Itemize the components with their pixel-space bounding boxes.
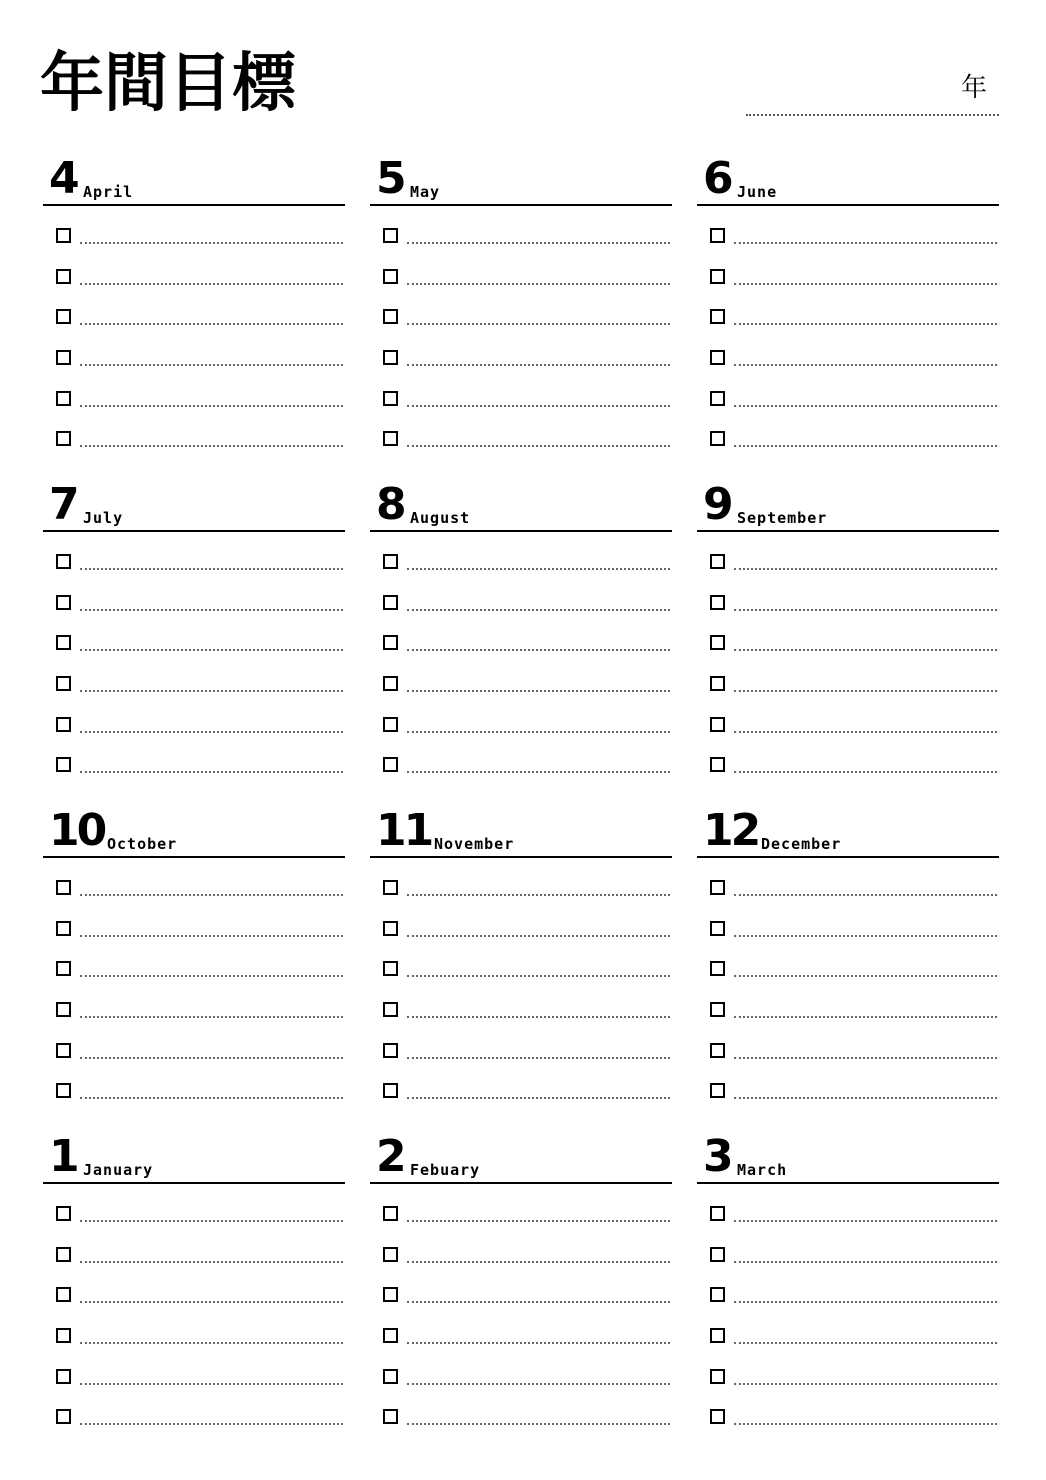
goal-row — [697, 695, 999, 736]
goal-write-line[interactable] — [734, 364, 997, 366]
month-block — [370, 150, 672, 450]
goal-checkbox[interactable] — [383, 1287, 398, 1302]
goal-write-line[interactable] — [80, 609, 343, 611]
goal-write-line[interactable] — [80, 1301, 343, 1303]
month-header — [697, 150, 999, 206]
month-block — [370, 1128, 672, 1428]
goal-write-line[interactable] — [734, 323, 997, 325]
goal-checkbox[interactable] — [383, 961, 398, 976]
goal-write-line[interactable] — [80, 1097, 343, 1099]
goal-checkbox[interactable] — [56, 1206, 71, 1221]
month-number: 8 — [376, 479, 404, 530]
goal-list — [697, 206, 999, 450]
month-block — [43, 150, 345, 450]
month-header — [370, 476, 672, 532]
goal-checkbox[interactable] — [56, 269, 71, 284]
goal-row — [697, 247, 999, 288]
goal-write-line[interactable] — [407, 364, 670, 366]
goal-checkbox[interactable] — [710, 350, 725, 365]
goal-row — [43, 1021, 345, 1062]
goal-row — [370, 735, 672, 776]
goal-row — [43, 369, 345, 410]
goal-write-line[interactable] — [734, 771, 997, 773]
year-suffix-label: 年 — [960, 73, 987, 103]
goal-checkbox[interactable] — [56, 554, 71, 569]
goal-checkbox[interactable] — [56, 1287, 71, 1302]
goal-write-line[interactable] — [80, 568, 343, 570]
month-number: 2 — [376, 1131, 404, 1182]
goal-write-line[interactable] — [407, 1301, 670, 1303]
month-header — [370, 802, 672, 858]
month-header — [370, 150, 672, 206]
goal-write-line[interactable] — [734, 1423, 997, 1425]
month-name: May — [410, 183, 441, 201]
goal-list — [370, 532, 672, 776]
goal-write-line[interactable] — [80, 690, 343, 692]
month-name: December — [761, 835, 842, 853]
month-block — [697, 476, 999, 776]
goal-write-line[interactable] — [407, 445, 670, 447]
goal-write-line[interactable] — [734, 445, 997, 447]
goal-row — [697, 1306, 999, 1347]
month-number: 4 — [49, 153, 77, 204]
goal-row — [43, 573, 345, 614]
goal-checkbox[interactable] — [56, 635, 71, 650]
goal-checkbox[interactable] — [56, 676, 71, 691]
goal-row — [697, 206, 999, 247]
month-header — [43, 1128, 345, 1184]
month-block — [370, 476, 672, 776]
goal-row — [697, 1061, 999, 1102]
goal-row — [697, 613, 999, 654]
goal-list — [370, 206, 672, 450]
page-title: 年間目標 — [40, 47, 296, 121]
goal-write-line[interactable] — [407, 1342, 670, 1344]
goal-list — [43, 858, 345, 1102]
goal-row — [43, 409, 345, 450]
goal-row — [43, 247, 345, 288]
goal-row — [697, 980, 999, 1021]
goal-row — [697, 328, 999, 369]
goal-row — [43, 939, 345, 980]
goal-checkbox[interactable] — [383, 1247, 398, 1262]
goal-checkbox[interactable] — [383, 757, 398, 772]
goal-row — [43, 735, 345, 776]
goal-write-line[interactable] — [407, 1220, 670, 1222]
goal-write-line[interactable] — [407, 649, 670, 651]
goal-row — [697, 1347, 999, 1388]
goal-checkbox[interactable] — [56, 880, 71, 895]
goal-row — [370, 573, 672, 614]
goal-row — [370, 1387, 672, 1428]
goal-write-line[interactable] — [407, 1383, 670, 1385]
goal-checkbox[interactable] — [710, 1043, 725, 1058]
goal-write-line[interactable] — [407, 771, 670, 773]
month-number: 5 — [376, 153, 404, 204]
month-block — [43, 802, 345, 1102]
goal-row — [697, 1265, 999, 1306]
goal-write-line[interactable] — [407, 242, 670, 244]
goal-checkbox[interactable] — [383, 1369, 398, 1384]
month-number: 11 — [376, 805, 432, 856]
goal-checkbox[interactable] — [710, 921, 725, 936]
goal-write-line[interactable] — [734, 609, 997, 611]
goal-row — [697, 532, 999, 573]
goal-write-line[interactable] — [734, 894, 997, 896]
goal-checkbox[interactable] — [56, 431, 71, 446]
goal-write-line[interactable] — [80, 731, 343, 733]
goal-row — [43, 1265, 345, 1306]
goal-write-line[interactable] — [80, 975, 343, 977]
goal-row — [697, 654, 999, 695]
goal-checkbox[interactable] — [56, 757, 71, 772]
goal-row — [697, 939, 999, 980]
goal-checkbox[interactable] — [710, 1002, 725, 1017]
goal-write-line[interactable] — [80, 894, 343, 896]
goal-write-line[interactable] — [407, 405, 670, 407]
goal-row — [697, 1387, 999, 1428]
goal-row — [43, 532, 345, 573]
goal-row — [43, 1347, 345, 1388]
goal-checkbox[interactable] — [710, 595, 725, 610]
month-name: Febuary — [410, 1161, 481, 1179]
goal-checkbox[interactable] — [710, 635, 725, 650]
goal-checkbox[interactable] — [383, 1002, 398, 1017]
goal-row — [370, 1225, 672, 1266]
goal-row — [370, 980, 672, 1021]
goal-write-line[interactable] — [734, 1261, 997, 1263]
goal-checkbox[interactable] — [710, 1247, 725, 1262]
goal-write-line[interactable] — [734, 283, 997, 285]
goal-checkbox[interactable] — [56, 228, 71, 243]
month-block — [697, 150, 999, 450]
goal-write-line[interactable] — [734, 731, 997, 733]
goal-write-line[interactable] — [80, 405, 343, 407]
goal-checkbox[interactable] — [710, 1287, 725, 1302]
goal-row — [697, 1225, 999, 1266]
goal-write-line[interactable] — [407, 1097, 670, 1099]
goal-write-line[interactable] — [80, 1383, 343, 1385]
goal-row — [697, 899, 999, 940]
goal-checkbox[interactable] — [710, 431, 725, 446]
goal-row — [370, 1184, 672, 1225]
goal-row — [370, 206, 672, 247]
goal-list — [43, 532, 345, 776]
goal-checkbox[interactable] — [383, 1083, 398, 1098]
goal-checkbox[interactable] — [710, 1409, 725, 1424]
month-number: 12 — [703, 805, 759, 856]
goal-checkbox[interactable] — [383, 921, 398, 936]
goal-row — [697, 369, 999, 410]
goal-write-line[interactable] — [80, 1016, 343, 1018]
goal-row — [43, 899, 345, 940]
goal-write-line[interactable] — [80, 283, 343, 285]
month-header — [43, 802, 345, 858]
goal-list — [43, 1184, 345, 1428]
goal-row — [43, 1184, 345, 1225]
goal-checkbox[interactable] — [710, 1369, 725, 1384]
goal-row — [370, 328, 672, 369]
goal-write-line[interactable] — [407, 690, 670, 692]
goal-row — [697, 1021, 999, 1062]
goal-checkbox[interactable] — [710, 757, 725, 772]
goal-write-line[interactable] — [407, 1057, 670, 1059]
goal-row — [370, 287, 672, 328]
goal-row — [697, 858, 999, 899]
goal-checkbox[interactable] — [710, 554, 725, 569]
goal-write-line[interactable] — [734, 568, 997, 570]
goal-row — [697, 735, 999, 776]
goal-checkbox[interactable] — [383, 1409, 398, 1424]
month-number: 3 — [703, 1131, 731, 1182]
goal-checkbox[interactable] — [710, 961, 725, 976]
goal-row — [43, 1061, 345, 1102]
goal-row — [43, 206, 345, 247]
goal-row — [370, 899, 672, 940]
goal-write-line[interactable] — [734, 975, 997, 977]
goal-list — [697, 1184, 999, 1428]
goal-list — [370, 858, 672, 1102]
goal-row — [370, 1021, 672, 1062]
goal-row — [43, 1306, 345, 1347]
goal-checkbox[interactable] — [56, 391, 71, 406]
month-block — [697, 802, 999, 1102]
goal-row — [370, 695, 672, 736]
goal-write-line[interactable] — [407, 568, 670, 570]
goal-checkbox[interactable] — [710, 391, 725, 406]
month-name: June — [737, 183, 778, 201]
goal-row — [697, 287, 999, 328]
goal-checkbox[interactable] — [710, 1328, 725, 1343]
goal-write-line[interactable] — [80, 1057, 343, 1059]
goal-write-line[interactable] — [734, 690, 997, 692]
month-name: March — [737, 1161, 788, 1179]
month-number: 7 — [49, 479, 77, 530]
goal-write-line[interactable] — [407, 1423, 670, 1425]
goal-write-line[interactable] — [407, 323, 670, 325]
goal-write-line[interactable] — [407, 731, 670, 733]
goal-list — [697, 858, 999, 1102]
goal-checkbox[interactable] — [383, 431, 398, 446]
goal-checkbox[interactable] — [383, 595, 398, 610]
goal-checkbox[interactable] — [56, 1409, 71, 1424]
goal-checkbox[interactable] — [56, 595, 71, 610]
month-block — [43, 476, 345, 776]
goal-row — [370, 654, 672, 695]
goal-checkbox[interactable] — [710, 676, 725, 691]
goal-write-line[interactable] — [734, 1057, 997, 1059]
goal-checkbox[interactable] — [383, 1328, 398, 1343]
goal-checkbox[interactable] — [710, 1206, 725, 1221]
goal-checkbox[interactable] — [56, 1083, 71, 1098]
goal-list — [697, 532, 999, 776]
month-header — [370, 1128, 672, 1184]
goal-checkbox[interactable] — [383, 391, 398, 406]
goal-row — [43, 695, 345, 736]
month-name: September — [737, 509, 828, 527]
goal-write-line[interactable] — [407, 894, 670, 896]
month-block — [43, 1128, 345, 1428]
goal-write-line[interactable] — [734, 1301, 997, 1303]
goal-row — [43, 613, 345, 654]
goal-write-line[interactable] — [734, 1220, 997, 1222]
goal-checkbox[interactable] — [383, 309, 398, 324]
month-header — [697, 1128, 999, 1184]
goal-write-line[interactable] — [80, 364, 343, 366]
goal-write-line[interactable] — [80, 445, 343, 447]
month-number: 9 — [703, 479, 731, 530]
goal-write-line[interactable] — [80, 649, 343, 651]
goal-write-line[interactable] — [734, 1097, 997, 1099]
goal-checkbox[interactable] — [56, 1043, 71, 1058]
goal-checkbox[interactable] — [383, 554, 398, 569]
goal-row — [43, 980, 345, 1021]
months-grid — [43, 150, 999, 1428]
month-block — [697, 1128, 999, 1428]
goal-write-line[interactable] — [734, 242, 997, 244]
goal-checkbox[interactable] — [383, 228, 398, 243]
goal-write-line[interactable] — [80, 323, 343, 325]
goal-row — [370, 409, 672, 450]
goal-row — [370, 1265, 672, 1306]
month-number: 6 — [703, 153, 731, 204]
goal-list — [43, 206, 345, 450]
goal-checkbox[interactable] — [56, 921, 71, 936]
goal-row — [370, 1061, 672, 1102]
goal-checkbox[interactable] — [710, 269, 725, 284]
month-name: November — [434, 835, 515, 853]
goal-row — [43, 328, 345, 369]
month-header — [43, 476, 345, 532]
goal-write-line[interactable] — [734, 1383, 997, 1385]
goal-row — [370, 939, 672, 980]
goal-row — [697, 409, 999, 450]
goal-checkbox[interactable] — [383, 269, 398, 284]
goal-checkbox[interactable] — [56, 309, 71, 324]
month-name: April — [83, 183, 134, 201]
goal-write-line[interactable] — [80, 1220, 343, 1222]
goal-checkbox[interactable] — [383, 717, 398, 732]
month-number: 1 — [49, 1131, 77, 1182]
month-name: January — [83, 1161, 154, 1179]
goal-write-line[interactable] — [734, 405, 997, 407]
goal-checkbox[interactable] — [710, 309, 725, 324]
goal-row — [370, 247, 672, 288]
year-input-field[interactable] — [746, 66, 999, 116]
goal-checkbox[interactable] — [383, 676, 398, 691]
goal-checkbox[interactable] — [56, 717, 71, 732]
goal-checkbox[interactable] — [56, 1002, 71, 1017]
goal-checkbox[interactable] — [56, 350, 71, 365]
goal-checkbox[interactable] — [710, 1083, 725, 1098]
goal-write-line[interactable] — [80, 1423, 343, 1425]
goal-row — [370, 532, 672, 573]
goal-write-line[interactable] — [80, 771, 343, 773]
month-header — [697, 476, 999, 532]
goal-write-line[interactable] — [734, 1342, 997, 1344]
goal-write-line[interactable] — [407, 283, 670, 285]
goal-write-line[interactable] — [734, 649, 997, 651]
goal-write-line[interactable] — [80, 935, 343, 937]
goal-checkbox[interactable] — [56, 1369, 71, 1384]
goal-checkbox[interactable] — [383, 1206, 398, 1221]
goal-write-line[interactable] — [734, 935, 997, 937]
goal-write-line[interactable] — [80, 1261, 343, 1263]
goal-checkbox[interactable] — [383, 635, 398, 650]
goal-row — [370, 369, 672, 410]
goal-row — [370, 1347, 672, 1388]
month-header — [43, 150, 345, 206]
goal-row — [370, 613, 672, 654]
goal-checkbox[interactable] — [383, 350, 398, 365]
month-name: August — [410, 509, 471, 527]
goal-checkbox[interactable] — [710, 717, 725, 732]
goal-checkbox[interactable] — [710, 880, 725, 895]
month-name: October — [107, 835, 178, 853]
goal-row — [43, 1387, 345, 1428]
goal-row — [697, 573, 999, 614]
goal-row — [370, 1306, 672, 1347]
goal-write-line[interactable] — [80, 1342, 343, 1344]
goal-write-line[interactable] — [407, 1261, 670, 1263]
month-name: July — [83, 509, 124, 527]
month-number: 10 — [49, 805, 105, 856]
goal-checkbox[interactable] — [56, 1328, 71, 1343]
goal-list — [370, 1184, 672, 1428]
goal-write-line[interactable] — [80, 242, 343, 244]
goal-row — [370, 858, 672, 899]
month-block — [370, 802, 672, 1102]
goal-checkbox[interactable] — [56, 961, 71, 976]
goal-row — [43, 1225, 345, 1266]
goal-row — [43, 287, 345, 328]
goal-write-line[interactable] — [734, 1016, 997, 1018]
goal-write-line[interactable] — [407, 975, 670, 977]
goal-row — [697, 1184, 999, 1225]
goal-write-line[interactable] — [407, 1016, 670, 1018]
goal-checkbox[interactable] — [710, 228, 725, 243]
goal-write-line[interactable] — [407, 935, 670, 937]
goal-checkbox[interactable] — [383, 880, 398, 895]
goal-checkbox[interactable] — [56, 1247, 71, 1262]
goal-row — [43, 654, 345, 695]
month-header — [697, 802, 999, 858]
goal-checkbox[interactable] — [383, 1043, 398, 1058]
goal-row — [43, 858, 345, 899]
goal-write-line[interactable] — [407, 609, 670, 611]
